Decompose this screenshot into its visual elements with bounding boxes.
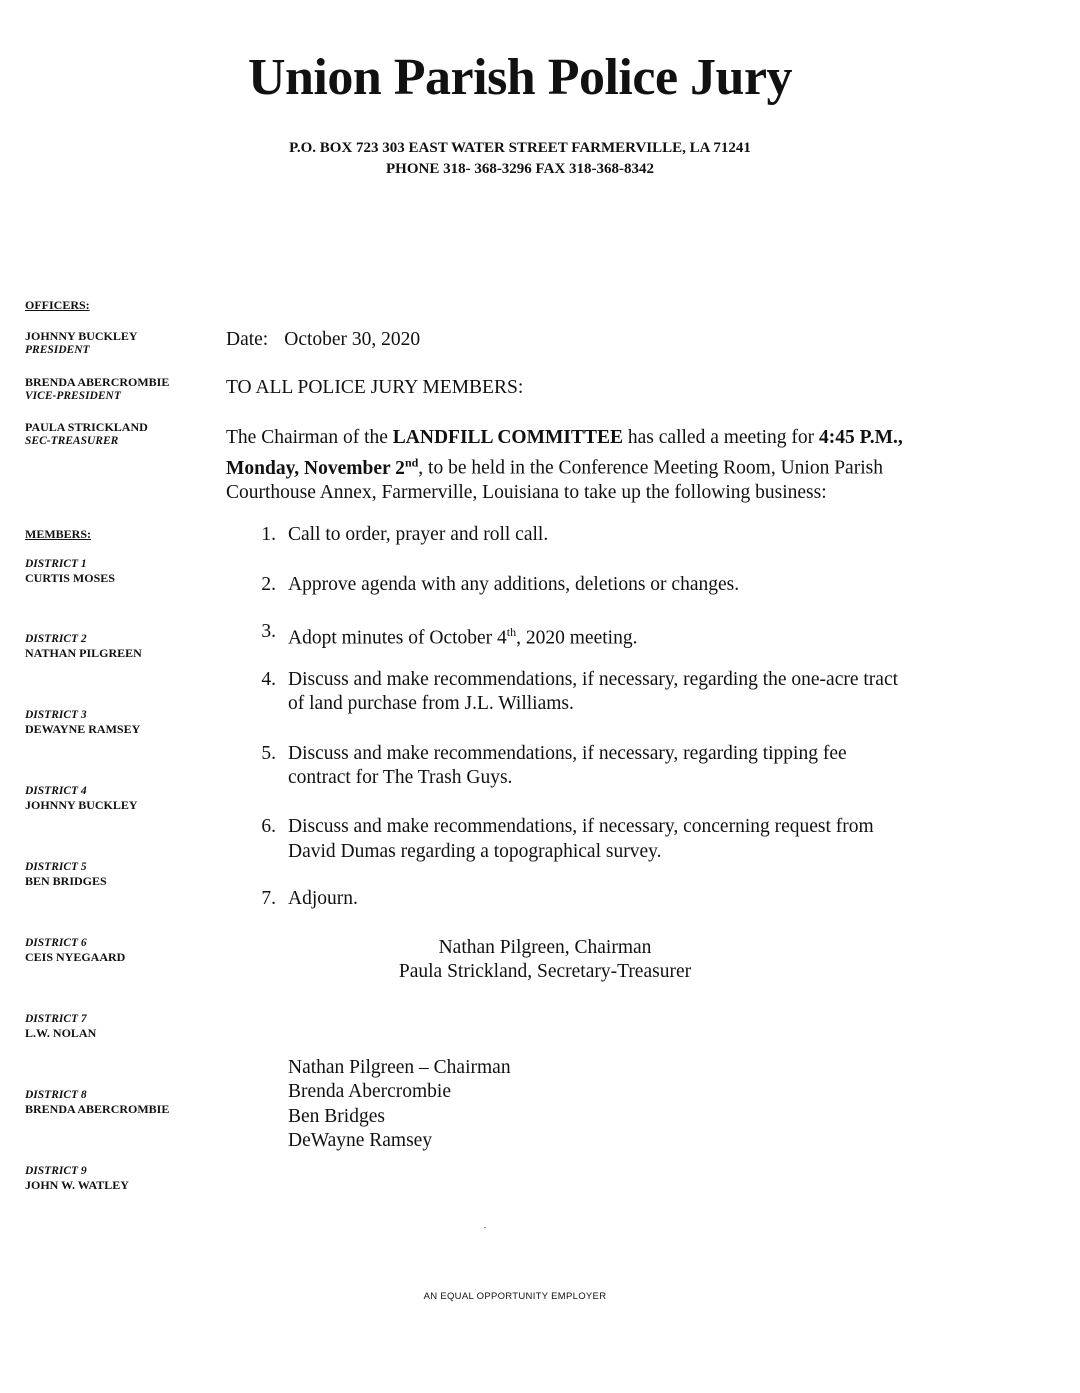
member-district: DISTRICT 4 [25,785,87,797]
member-district: DISTRICT 3 [25,709,87,721]
intro-text: has called a meeting for [623,427,820,448]
intro-text: , to be held in the Conference Meeting Room, Union Parish Courthouse Annex, Farmerville, Louisiana to take up the following business: [226,457,883,503]
agenda-number: 2. [261,574,276,595]
agenda-item: Discuss and make recommendations, if necessary, regarding the one-acre tract [288,669,899,690]
intro-text: The Chairman of the [226,427,393,448]
agenda-item-continued: David Dumas regarding a topographical survey. [288,841,662,862]
agenda-number: 6. [261,816,276,837]
agenda-item: Approve agenda with any additions, deletions or changes. [288,574,740,595]
officer-name: PAULA STRICKLAND [25,420,148,434]
date-value: October 30, 2020 [284,329,421,350]
committee-member: Ben Bridges [288,1106,385,1127]
letterhead-address: P.O. BOX 723 303 EAST WATER STREET FARMERVILLE, LA 71241 [289,140,751,156]
member-district: DISTRICT 7 [25,1013,87,1025]
member-name: CEIS NYEGAARD [25,950,126,964]
member-name: JOHNNY BUCKLEY [25,798,138,812]
committee-member: DeWayne Ramsey [288,1130,433,1151]
member-name: NATHAN PILGREEN [25,646,142,660]
member-district: DISTRICT 1 [25,558,87,570]
officer-role: PRESIDENT [25,344,90,356]
member-name: DEWAYNE RAMSEY [25,722,141,736]
signature-chairman: Nathan Pilgreen, Chairman [438,937,652,958]
agenda-item: Adjourn. [288,888,358,909]
member-name: CURTIS MOSES [25,571,115,585]
member-name: BEN BRIDGES [25,874,107,888]
member-district: DISTRICT 9 [25,1165,87,1177]
agenda-item-continued: of land purchase from J.L. Williams. [288,693,574,714]
member-name: L.W. NOLAN [25,1026,97,1040]
date-label: Date: [226,329,269,350]
member-name: JOHN W. WATLEY [25,1178,129,1192]
member-district: DISTRICT 2 [25,633,87,645]
footer-text: AN EQUAL OPPORTUNITY EMPLOYER [423,1291,607,1302]
agenda-item: Discuss and make recommendations, if necessary, regarding tipping fee [288,743,847,764]
committee-member: Brenda Abercrombie [288,1081,451,1102]
officer-name: BRENDA ABERCROMBIE [25,375,170,389]
letterhead-title: Union Parish Police Jury [247,49,793,106]
date-line [226,328,420,352]
meeting-time: 4:45 P.M., Monday, November 2nd [226,427,903,479]
agenda-number: 4. [261,669,276,690]
officer-role: SEC-TREASURER [25,435,119,447]
signature-secretary: Paula Strickland, Secretary-Treasurer [398,961,692,982]
agenda-item: Discuss and make recommendations, if necessary, concerning request from [288,816,874,837]
member-district: DISTRICT 8 [25,1089,87,1101]
agenda-number: 5. [261,743,276,764]
member-name: BRENDA ABERCROMBIE [25,1102,170,1116]
scan-speck [484,1227,486,1228]
member-district: DISTRICT 5 [25,861,87,873]
agenda-number: 3. [261,621,276,642]
salutation: TO ALL POLICE JURY MEMBERS: [226,377,524,398]
agenda-item-continued: contract for The Trash Guys. [288,767,513,788]
agenda-item: Call to order, prayer and roll call. [288,524,549,545]
intro-paragraph [226,426,946,505]
agenda-number: 7. [261,888,276,909]
agenda-number: 1. [261,524,276,545]
officer-name: JOHNNY BUCKLEY [25,329,138,343]
member-district: DISTRICT 6 [25,937,87,949]
letterhead-phone: PHONE 318- 368-3296 FAX 318-368-8342 [385,161,655,177]
members-heading: MEMBERS: [25,527,91,541]
committee-member: Nathan Pilgreen – Chairman [288,1057,511,1078]
committee-name: LANDFILL COMMITTEE [392,427,624,448]
officers-heading: OFFICERS: [25,298,90,312]
agenda-item: Adopt minutes of October 4th, 2020 meeting. [288,625,638,649]
officer-role: VICE-PRESIDENT [25,390,121,402]
